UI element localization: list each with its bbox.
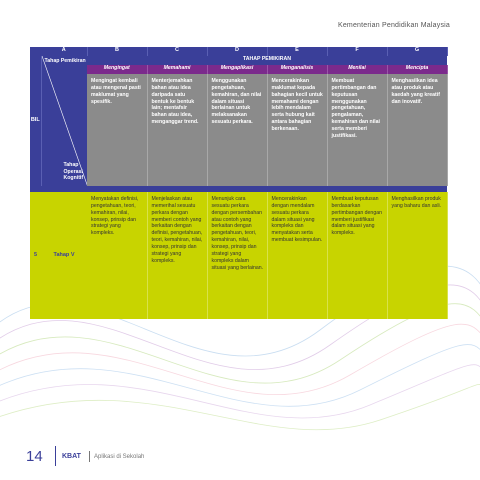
level-header-mengaplikasi: Mengaplikasi (207, 65, 267, 74)
column-letter-row (30, 47, 447, 56)
footer-divider (55, 446, 56, 466)
tahap-title-row (30, 56, 447, 65)
col-letter-e: E (267, 47, 327, 56)
ministry-header: Kementerian Pendidikan Malaysia (337, 22, 450, 29)
col-letter-c: C (147, 47, 207, 56)
tahap-pemikiran-label: Tahap Pemikiran (44, 58, 86, 64)
tahap-v-mengingat: Menyatakan definisi, pengetahuan, teori, kemahiran, nilai, konsep, prinsip dan strategi yang kompleks. (87, 192, 147, 319)
bil-label: BIL (30, 56, 41, 186)
level-header-menganalisis: Menganalisis (267, 65, 327, 74)
col-letter-f: F (327, 47, 387, 56)
desc-mencipta: Menghasilkan idea atau produk atau kaedah yang kreatif dan inovatif. (387, 74, 447, 186)
col-letter-g: G (387, 47, 447, 56)
tahap-pemikiran-title: TAHAP PEMIKIRAN (87, 56, 447, 65)
tahap-v-mencipta: Menghasilkan produk yang baharu dan asli. (387, 192, 447, 319)
diagonal-header-cell (41, 56, 87, 186)
desc-memahami: Menterjemahkan bahan atau idea daripada satu bentuk ke bentuk lain; mentafsir bahan atau idea, menganggar trend. (147, 74, 207, 186)
kbat-table (30, 47, 448, 319)
level-header-memahami: Memahami (147, 65, 207, 74)
desc-mengaplikasi: Menggunakan pengetahuan, kemahiran, dan nilai dalam situasi berlainan untuk melaksanakan sesuatu perkara. (207, 74, 267, 186)
row-number: 5 (30, 192, 41, 319)
tahap-v-menganalisis: Mencerakinkan dengan mendalam sesuatu perkara dalam situasi yang kompleks dan menyatakan serta membuat kesimpulan. (267, 192, 327, 319)
footer-book-title: KBAT (62, 453, 81, 460)
desc-menganalisis: Mencerakinkan maklumat kepada bahagian kecil untuk memahami dengan lebih mendalam serta hubung kait antara bahagian berkenaan. (267, 74, 327, 186)
level-header-row (30, 65, 447, 74)
tahap-operasi-label: Tahap Operasi Kognitif (63, 161, 84, 182)
tahap-v-menilai: Membuat keputusan berdasarkan pertimbangan dengan memberi justifikasi dalam situasi yang kompleks. (327, 192, 387, 319)
level-header-mengingat: Mengingat (87, 65, 147, 74)
desc-menilai: Membuat pertimbangan dan keputusan menggunakan pengetahuan, pengalaman, kemahiran dan nilai serta memberi justifikasi. (327, 74, 387, 186)
footer-divider-small (89, 451, 90, 462)
desc-mengingat: Mengingat kembali atau mengenal pasti maklumat yang spesifik. (87, 74, 147, 186)
corner-cell (30, 47, 41, 56)
col-letter-d: D (207, 47, 267, 56)
col-letter-b: B (87, 47, 147, 56)
tahap-v-memahami: Menjelaskan atau memerihal sesuatu perkara dengan memberi contoh yang berkaitan dengan definisi, pengetahuan, teori, kemahiran, nilai, konsep, prinsip dan strategi yang kompleks. (147, 192, 207, 319)
page-number: 14 (26, 448, 43, 465)
tahap-v-mengaplikasi: Menunjuk cara sesuatu perkara dengan persembahan atau contoh yang berkaitan dengan pengetahuan, teori, kemahiran, nilai, konsep, prinsip dan strategi yang kompleks dalam situasi yang berlainan. (207, 192, 267, 319)
col-letter-a: A (41, 47, 87, 56)
description-row (30, 74, 447, 186)
level-header-menilai: Menilai (327, 65, 387, 74)
row-level-label: Tahap V (41, 192, 87, 319)
level-header-mencipta: Mencipta (387, 65, 447, 74)
tahap-v-row (30, 192, 447, 319)
footer-subtitle: Aplikasi di Sekolah (94, 454, 145, 460)
